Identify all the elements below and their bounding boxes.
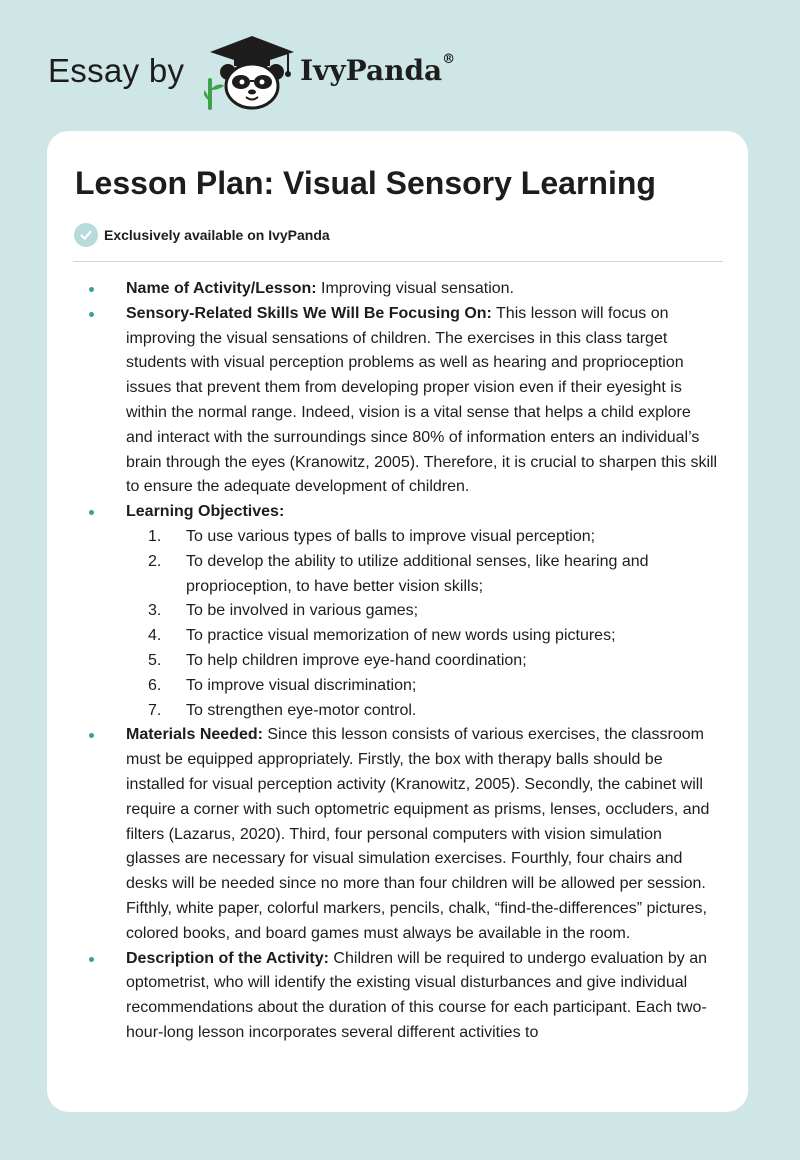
list-item-name: Name of Activity/Lesson: Improving visual sensation.: [47, 277, 748, 302]
list-item-skills: Sensory-Related Skills We Will Be Focusing On: This lesson will focus on improving the visual sensations of children. The exercises in this class target students with visual perception problems as well as hearing and proprioception issues that prevent them from developing proper vision even if their eyesight is within the normal range. Indeed, vision is a vital sense that helps a child explore and interact with the surroundings since 80% of information enters an individual’s brain through the eyes (Kranowitz, 2005). Therefore, it is crucial to sharpen this skill to ensure the adequate development of children.: [47, 302, 748, 500]
essay-content: [47, 277, 748, 1046]
objective-item: 2. To develop the ability to utilize additional senses, like hearing and proprioception, to have better vision skills;: [148, 552, 649, 595]
site-header: [48, 34, 548, 114]
check-icon: [74, 223, 98, 247]
list-item-objectives: Learning Objectives: 1. To use various types of balls to improve visual perception; 2. To develop the ability to utilize additional senses, like hearing and proprioception, to have better vision skills; 3. To be involved in various games; 4. To practice visual memorization of new words using pictures; 5. To help children improve eye-hand coordination; 6. To improve visual discrimination; 7. To strengthen eye-motor control.: [47, 500, 748, 723]
objective-item: 1. To use various types of balls to improve visual perception;: [148, 527, 596, 545]
page-title: Lesson Plan: Visual Sensory Learning: [75, 165, 656, 201]
exclusive-badge: [74, 223, 330, 247]
panda-logo-icon: [204, 34, 300, 112]
objective-item: 4. To practice visual memorization of new words using pictures;: [148, 627, 616, 645]
divider: [73, 261, 723, 262]
lesson-list: [47, 277, 748, 1046]
list-item-materials: Materials Needed: Since this lesson consists of various exercises, the classroom must be equipped appropriately. Firstly, the box with therapy balls should be installed for visual perception activity (Kranowitz, 2005). Secondly, the cabinet will require a corner with such optometric equipment as prisms, lenses, occluders, and filters (Lazarus, 2020). Third, four personal computers with vision simulation glasses are necessary for visual simulation exercises. Fourthly, four chairs and desks will be needed since no more than four children will be allowed per session. Fifthly, white paper, colorful markers, pencils, chalk, “find-the-differences” pictures, colored books, and board games must always be available in the room.: [47, 723, 748, 946]
essay-card: [47, 131, 748, 1112]
objective-item: 5. To help children improve eye-hand coordination;: [148, 651, 527, 669]
objectives-list: [126, 525, 720, 723]
essay-by-text: Essay by: [48, 52, 185, 89]
exclusive-text: Exclusively available on IvyPanda: [104, 227, 330, 243]
objective-item: 6. To improve visual discrimination;: [148, 676, 417, 694]
brand-name: IvyPanda®: [300, 52, 456, 87]
list-item-description: Description of the Activity: Children will be required to undergo evaluation by an optometrist, who will identify the existing visual disturbances and give individual recommendations about the duration of this course for each participant. Each two-hour-long lesson incorporates several different activities to: [47, 947, 748, 1046]
objective-item: 3. To be involved in various games;: [148, 602, 419, 620]
objective-item: 7. To strengthen eye-motor control.: [148, 701, 417, 719]
